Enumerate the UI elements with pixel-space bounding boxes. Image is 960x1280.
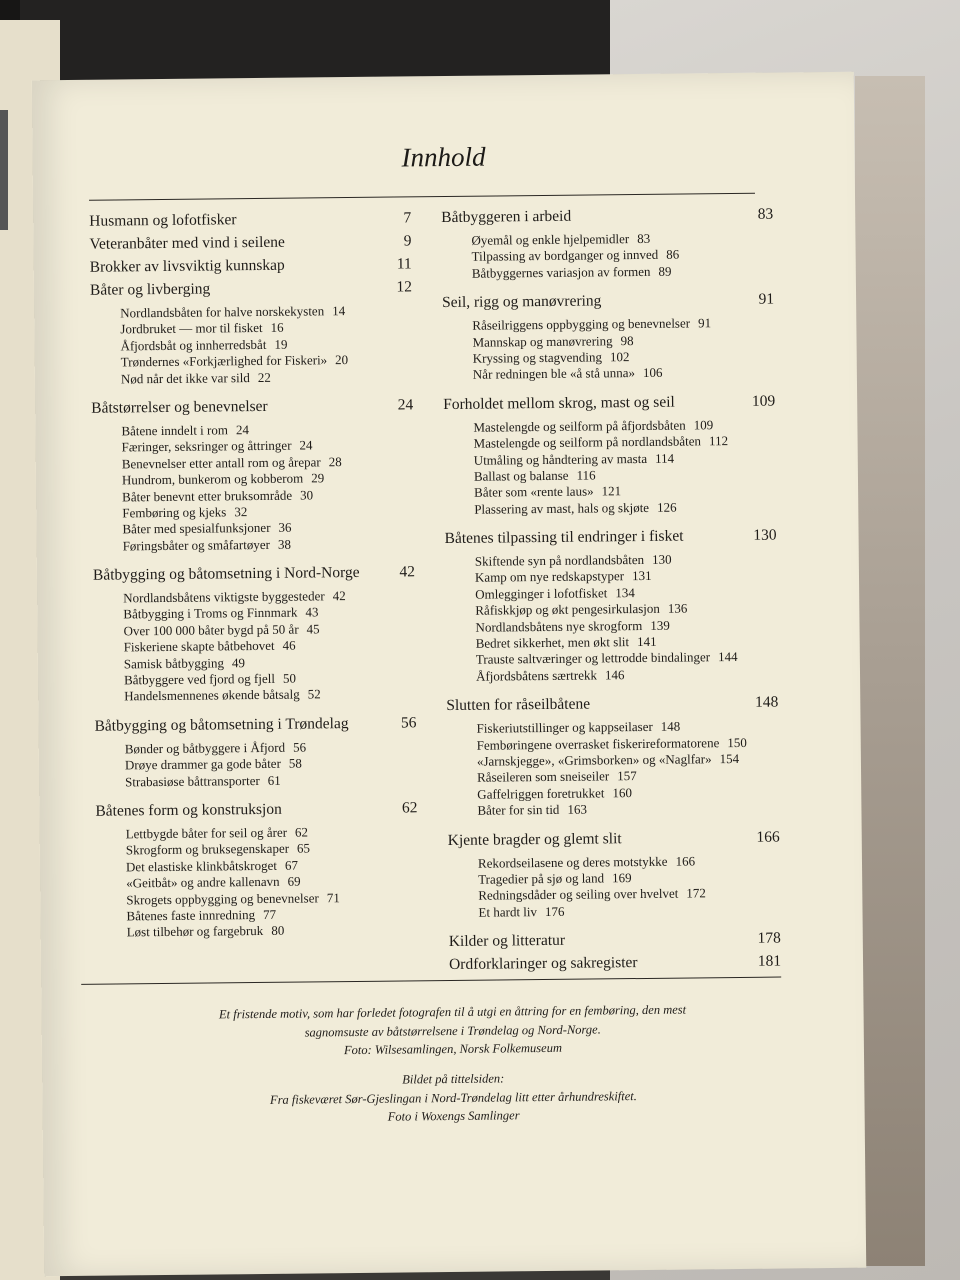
toc-subsection-title: Strabasiøse båttransporter [125, 772, 260, 789]
toc-section [91, 393, 415, 554]
toc-subsection-row [473, 364, 775, 384]
toc-section [448, 825, 781, 921]
toc-section-page: 42 [399, 563, 416, 581]
toc-subsection-page: 136 [667, 600, 688, 616]
toc-subsection-page: 30 [300, 486, 314, 503]
toc-subsection-title: Råseileren som sneiseiler [477, 768, 610, 786]
toc-subsection-page: 160 [612, 784, 633, 801]
toc-subsection-title: Bønder og båtbyggere i Åfjord [124, 739, 286, 757]
toc-section-row [94, 711, 416, 737]
toc-subsection-title: Råfiskkjøp og økt pengesirkulasjon [475, 601, 660, 618]
toc-subsection-row [477, 800, 779, 820]
toc-section-title: Kilder og litteratur [448, 931, 566, 951]
toc-subsection-title: Trøndernes «Forkjærlighed for Fiskeri» [120, 352, 328, 370]
caption-line: Fra fiskeværet Sør-Gjeslingan i Nord-Trøndelag litt etter århundreskiftet. [269, 1088, 637, 1107]
toc-subsection-title: Løst tilbehør og fargebruk [126, 923, 264, 940]
toc-subsection-title: Nordlandsbåtens viktigste byggesteder [123, 588, 325, 606]
toc-subsection-title: Tilpassing av bordganger og innved [471, 247, 659, 265]
toc-subsection-title: Mannskap og manøvrering [472, 332, 613, 350]
toc-section-row [90, 252, 412, 278]
toc-subsection-page: 126 [656, 499, 677, 515]
toc-subsection-page: 65 [296, 840, 311, 856]
toc-subsection-title: Mastelengde og seilform på åfjordsbåten [473, 417, 686, 435]
toc-subsection-list [93, 583, 416, 705]
toc-subsection-title: Det elastiske klinkbåtskroget [125, 857, 277, 875]
toc-subsection-title: Trauste saltværinger og lettrodde bindalinger [475, 649, 711, 668]
toc-subsection-row [476, 665, 778, 685]
toc-subsection-page: 144 [717, 649, 738, 665]
toc-right-column [441, 203, 781, 977]
toc-subsection-page: 86 [666, 246, 680, 263]
toc-section-title: Brokker av livsviktig kunnskap [89, 256, 285, 276]
toc-subsection-page: 141 [637, 633, 657, 650]
toc-section-row [448, 825, 780, 851]
toc-subsection-page: 71 [326, 889, 340, 905]
top-rule [89, 193, 755, 201]
toc-section-row [90, 275, 412, 301]
toc-subsection-title: Nordlandsbåten for halve norskekysten [120, 303, 325, 321]
toc-subsection-page: 49 [231, 654, 245, 670]
toc-left-column [89, 206, 419, 950]
toc-section-page: 9 [403, 232, 412, 250]
toc-section-row [446, 691, 778, 717]
toc-subsection-title: Båtbygging i Troms og Finnmark [123, 605, 298, 622]
toc-subsection-page: 131 [632, 568, 652, 584]
toc-subsection-page: 42 [332, 588, 346, 604]
toc-subsection-title: Åfjordsbåtens særtrekk [475, 667, 598, 684]
toc-subsection-title: Når redningen ble «å stå unna» [472, 365, 636, 383]
toc-section-row [449, 950, 781, 976]
toc-subsection-page: 45 [306, 621, 320, 637]
toc-subsection-list [446, 714, 779, 820]
toc-subsection-page: 83 [637, 230, 651, 247]
caption-line: Foto: Wilsesamlingen, Norsk Folkemuseum [343, 1040, 563, 1058]
toc-section-row [444, 524, 776, 550]
toc-subsection-title: Båter med spesialfunksjoner [122, 520, 271, 537]
toc-section-title: Båtbygging og båtomsetning i Trøndelag [94, 714, 349, 735]
toc-section-page: 62 [401, 799, 418, 817]
photo-caption [41, 999, 864, 1063]
toc-subsection-page: 148 [660, 718, 681, 734]
toc-subsection-page: 38 [277, 536, 292, 552]
toc-section-title: Forholdet mellom skrog, mast og seil [443, 393, 675, 413]
toc-subsection-title: Fembøring og kjeks [122, 504, 227, 521]
toc-section-title: Husmann og lofotfisker [89, 211, 237, 230]
toc-subsection-page: 80 [271, 923, 285, 939]
toc-section-title: Slutten for råseilbåtene [446, 695, 591, 715]
toc-section [446, 691, 779, 820]
toc-subsection-title: Båter benevnt etter bruksområde [122, 487, 293, 504]
toc-subsection-page: 20 [335, 352, 349, 368]
toc-subsection-page: 62 [294, 824, 309, 840]
toc-subsection-page: 89 [658, 263, 672, 279]
toc-subsection-list [91, 416, 414, 554]
background-book-cover [20, 0, 610, 86]
toc-subsection-page: 19 [274, 336, 288, 352]
page-title: Innhold [401, 141, 486, 173]
toc-subsection-row [121, 368, 413, 387]
toc-section [95, 796, 418, 941]
toc-section [442, 288, 775, 384]
toc-subsection-title: Utmåling og håndtering av masta [473, 450, 648, 468]
toc-subsection-title: Kryssing og stagvending [472, 349, 603, 366]
toc-section-title: Veteranbåter med vind i seilene [89, 233, 285, 253]
toc-subsection-page: 91 [697, 315, 712, 331]
toc-subsection-title: Jordbruket — mor til fisket [120, 320, 263, 337]
toc-section [449, 927, 781, 953]
toc-subsection-title: Øyemål og enkle hjelpemidler [471, 231, 630, 248]
toc-subsection-page: 112 [708, 433, 729, 449]
toc-subsection-title: Samisk båtbygging [123, 654, 224, 672]
toc-subsection-page: 176 [544, 903, 565, 919]
toc-section-row [449, 927, 781, 953]
toc-section [89, 229, 411, 255]
toc-subsection-title: Handelsmennenes økende båtsalg [124, 686, 300, 704]
toc-subsection-title: Båter for sin tid [477, 802, 560, 818]
toc-subsection-title: Drøye drammer ga gode båter [124, 755, 281, 773]
toc-subsection-page: 169 [611, 870, 632, 886]
toc-subsection-page: 134 [615, 584, 635, 601]
toc-subsection-page: 32 [234, 504, 248, 520]
toc-subsection-page: 28 [328, 453, 342, 469]
toc-section [93, 560, 416, 705]
toc-subsection-page: 154 [719, 750, 740, 767]
toc-subsection-title: Råseilriggens oppbygging og benevnelser [472, 315, 691, 333]
toc-subsection-row [478, 901, 780, 921]
toc-subsection-list [442, 311, 775, 384]
toc-subsection-row [125, 771, 417, 790]
toc-section-page: 148 [754, 693, 779, 711]
bottom-rule [81, 977, 781, 985]
toc-subsection-page: 24 [235, 422, 250, 438]
toc-section [441, 203, 774, 283]
toc-subsection-page: 43 [305, 604, 319, 620]
toc-subsection-title: «Jarnskjegge», «Grimsborken» og «Naglfar» [476, 751, 712, 769]
toc-subsection-page: 67 [284, 857, 298, 873]
toc-subsection-page: 29 [311, 470, 325, 486]
toc-subsection-title: Ballast og balanse [473, 467, 569, 484]
toc-subsection-title: Åfjordsbåt og innherredsbåt [120, 336, 267, 354]
toc-subsection-row [124, 686, 416, 705]
toc-subsection-title: Båter som «rente laus» [474, 483, 594, 501]
toc-subsection-list [448, 848, 781, 921]
toc-subsection-page: 163 [567, 801, 587, 817]
toc-subsection-page: 114 [654, 450, 675, 466]
toc-section-title: Båtenes tilpassing til endringer i fisket [444, 527, 684, 548]
toc-subsection-page: 98 [620, 332, 634, 348]
toc-section [90, 275, 413, 387]
toc-subsection-title: Nordlandsbåtens nye skrogform [475, 617, 643, 635]
toc-subsection-page: 56 [292, 739, 307, 755]
toc-section [449, 950, 781, 976]
toc-section-page: 83 [757, 205, 774, 223]
caption-line: sagnomsuste av båtstørrelsene i Trøndelag og Nord-Norge. [304, 1021, 601, 1040]
toc-section-page: 12 [396, 278, 413, 296]
toc-subsection-page: 36 [278, 519, 292, 536]
toc-subsection-title: Fiskeriutstillinger og kappseilaser [476, 719, 653, 736]
toc-subsection-page: 146 [604, 666, 625, 683]
toc-subsection-title: Fembøringene overrasket fiskerireformatorene [476, 734, 720, 753]
toc-section-page: 7 [403, 209, 412, 227]
toc-subsection-title: Redningsdåder og seiling over hvelvet [478, 885, 679, 904]
toc-subsection-page: 150 [727, 734, 747, 750]
toc-section-row [443, 389, 775, 415]
toc-subsection-title: Rekordseilasene og deres motstykke [477, 853, 668, 871]
toc-section-row [91, 393, 413, 419]
toc-section-row [442, 288, 774, 314]
toc-section-page: 130 [753, 526, 777, 544]
toc-section-page: 56 [400, 714, 417, 732]
toc-subsection-title: Båtenes faste innredning [126, 906, 256, 924]
toc-subsection-page: 130 [652, 551, 672, 567]
toc-subsection-title: Færinger, seksringer og åttringer [121, 437, 292, 455]
title-page-caption [42, 1066, 865, 1130]
toc-section-page: 166 [756, 828, 780, 846]
caption-line: Et fristende motiv, som har forledet fotografen til å utgi en åttring for en fembøring, den mest [218, 1002, 687, 1022]
toc-subsection-row [472, 262, 774, 282]
toc-subsection-title: Skiftende syn på nordlandsbåten [474, 552, 645, 569]
toc-subsection-page: 22 [257, 369, 271, 385]
background-facing-photo-edge [0, 110, 8, 230]
toc-subsection-title: Nød når det ikke var sild [120, 369, 250, 386]
toc-section-page: 24 [397, 396, 414, 414]
toc-subsection-page: 16 [270, 320, 284, 336]
caption-line: Foto i Woxengs Samlinger [387, 1108, 520, 1124]
toc-subsection-page: 58 [288, 755, 302, 771]
toc-subsection-page: 139 [650, 617, 670, 633]
toc-section-page: 109 [751, 392, 776, 410]
toc-subsection-title: Kamp om nye redskapstyper [474, 568, 625, 586]
toc [89, 202, 789, 974]
toc-subsection-title: Omlegginger i lofotfisket [475, 585, 608, 602]
toc-subsection-title: Skrogform og bruksegenskaper [125, 841, 290, 858]
toc-section-page: 91 [758, 290, 775, 308]
toc-subsection-page: 116 [576, 467, 596, 483]
toc-subsection-title: Mastelengde og seilform på nordlandsbåten [473, 433, 702, 451]
caption-line: Bildet på tittelsiden: [402, 1071, 505, 1087]
toc-section-row [441, 203, 773, 229]
toc-subsection-title: Et hardt liv [478, 903, 538, 920]
toc-subsection-title: Bedret sikkerhet, men økt slit [475, 634, 630, 651]
toc-subsection-page: 121 [601, 483, 622, 499]
toc-subsection-row [474, 498, 776, 518]
toc-section-title: Ordforklaringer og sakregister [448, 954, 638, 974]
toc-subsection-title: Skrogets oppbygging og benevnelser [126, 889, 319, 907]
toc-section-title: Båtbygging og båtomsetning i Nord-Norge [92, 564, 360, 584]
toc-section [90, 252, 412, 278]
toc-subsection-row [127, 922, 419, 941]
background-book-cover-edge [855, 76, 925, 1266]
toc-subsection-title: Tragedier på sjø og land [478, 870, 605, 887]
toc-section-title: Båtstørrelser og benevnelser [91, 397, 268, 417]
toc-section [94, 711, 417, 791]
toc-section-row [89, 206, 411, 232]
toc-subsection-page: 109 [693, 416, 714, 433]
toc-section-page: 181 [757, 952, 782, 970]
toc-subsection-page: 24 [299, 437, 313, 453]
toc-section-row [89, 229, 411, 255]
toc-subsection-page: 61 [267, 772, 281, 788]
toc-subsection-list [441, 226, 774, 283]
toc-subsection-page: 157 [617, 768, 637, 784]
toc-subsection-page: 106 [642, 365, 663, 381]
toc-subsection-title: Benevnelser etter antall rom og årepar [121, 454, 321, 472]
toc-subsection-page: 172 [686, 885, 706, 901]
toc-subsection-page: 50 [282, 670, 297, 686]
toc-section-page: 178 [757, 929, 781, 947]
toc-section-row [95, 796, 417, 822]
toc-subsection-page: 77 [262, 906, 277, 922]
toc-subsection-page: 52 [307, 686, 321, 702]
toc-subsection-title: Plassering av mast, hals og skjøte [474, 499, 650, 517]
toc-subsection-title: Lettbygde båter for seil og årer [125, 824, 288, 842]
toc-subsection-page: 14 [332, 303, 346, 319]
toc-subsection-list [90, 298, 413, 387]
toc-subsection-title: Båtbyggernes variasjon av formen [471, 263, 651, 281]
toc-subsection-title: Båtene inndelt i rom [121, 422, 229, 439]
toc-section-page: 11 [396, 255, 412, 273]
toc-subsection-list [95, 734, 418, 791]
toc-subsection-title: Gaffelriggen foretrukket [477, 785, 605, 802]
toc-subsection-page: 46 [282, 637, 296, 653]
toc-subsection-title: Båtbyggere ved fjord og fjell [123, 670, 276, 688]
toc-section-title: Båtbyggeren i arbeid [441, 207, 572, 227]
toc-section [443, 389, 776, 518]
toc-section-title: Kjente bragder og glemt slit [447, 829, 622, 849]
toc-subsection-page: 102 [609, 349, 630, 365]
toc-subsection-title: Over 100 000 båter bygd på 50 år [123, 621, 299, 639]
toc-subsection-title: Fiskeriene skapte båtbehovet [123, 638, 275, 655]
toc-subsection-page: 69 [287, 873, 301, 889]
toc-subsection-title: Hundrom, bunkerom og kobberom [121, 470, 304, 488]
toc-section [89, 206, 411, 232]
toc-section-title: Båtenes form og konstruksjon [95, 800, 282, 820]
toc-subsection-list [96, 819, 419, 941]
toc-section-title: Båter og livberging [89, 280, 211, 299]
book-page [32, 72, 866, 1277]
toc-section-row [93, 560, 415, 586]
toc-subsection-list [443, 412, 776, 518]
toc-subsection-row [123, 535, 415, 554]
toc-subsection-list [445, 547, 778, 686]
toc-subsection-title: «Geitbåt» og andre kallenavn [126, 873, 280, 891]
toc-subsection-title: Føringsbåter og småfartøyer [122, 536, 271, 554]
toc-section-title: Seil, rigg og manøvrering [442, 292, 602, 312]
toc-section [444, 524, 778, 686]
toc-subsection-page: 166 [675, 852, 696, 869]
